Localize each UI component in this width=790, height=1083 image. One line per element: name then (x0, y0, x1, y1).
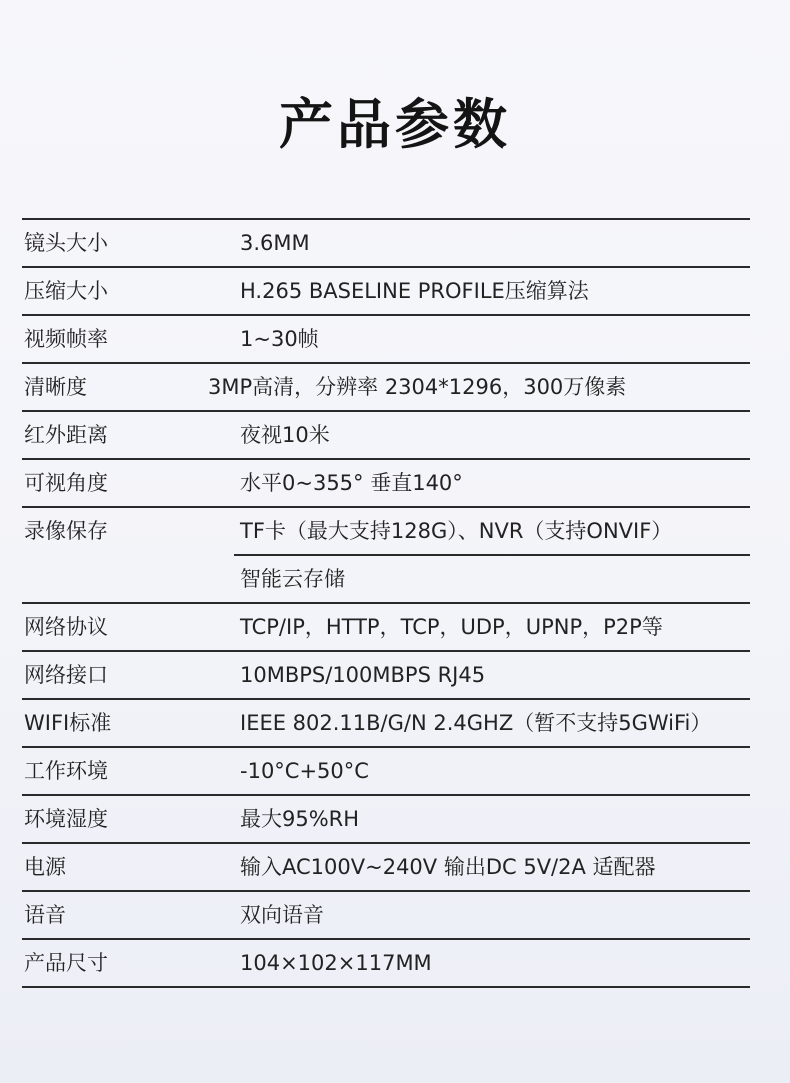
spec-value: H.265 BASELINE PROFILE压缩算法 (240, 279, 589, 303)
spec-row-wifi (22, 700, 750, 748)
spec-row-network-port (22, 652, 750, 700)
spec-label: 镜头大小 (24, 231, 108, 255)
spec-row-resolution (22, 364, 750, 412)
spec-label: WIFI标准 (24, 711, 112, 735)
spec-value: 3MP高清，分辨率 2304*1296，300万像素 (208, 375, 627, 399)
spec-row-frame-rate (22, 316, 750, 364)
page-title: 产品参数 (279, 93, 511, 156)
spec-value: 104×102×117MM (240, 951, 432, 975)
spec-label: 红外距离 (24, 423, 108, 447)
spec-value: 夜视10米 (240, 423, 330, 447)
spec-table (22, 218, 750, 988)
spec-label: 产品尺寸 (24, 951, 108, 975)
spec-label: 可视角度 (24, 471, 108, 495)
spec-label: 网络接口 (24, 663, 108, 687)
spec-value: -10°C+50°C (240, 759, 369, 783)
spec-label: 压缩大小 (24, 279, 108, 303)
spec-value: 1~30帧 (240, 327, 319, 351)
spec-row-humidity (22, 796, 750, 844)
spec-label: 清晰度 (24, 375, 87, 399)
spec-label: 语音 (24, 903, 66, 927)
spec-label: 环境湿度 (24, 807, 108, 831)
spec-row-audio (22, 892, 750, 940)
spec-value: TF卡（最大支持128G）、NVR（支持ONVIF） (240, 519, 673, 543)
spec-row-power (22, 844, 750, 892)
spec-row-protocol (22, 604, 750, 652)
spec-label: 录像保存 (24, 519, 108, 543)
spec-value: TCP/IP，HTTP，TCP，UDP，UPNP，P2P等 (240, 615, 663, 639)
spec-value-secondary: 智能云存储 (240, 567, 345, 591)
spec-row-recording (22, 508, 750, 604)
spec-label: 网络协议 (24, 615, 108, 639)
spec-row-lens (22, 220, 750, 268)
spec-row-ir-distance (22, 412, 750, 460)
spec-row-operating-temp (22, 748, 750, 796)
spec-row-compression (22, 268, 750, 316)
spec-label: 电源 (24, 855, 66, 879)
spec-value: 3.6MM (240, 231, 310, 255)
spec-value: 最大95%RH (240, 807, 360, 831)
spec-value: 双向语音 (240, 903, 324, 927)
spec-row-view-angle (22, 460, 750, 508)
spec-row-dimensions (22, 940, 750, 988)
spec-value: 10MBPS/100MBPS RJ45 (240, 663, 486, 687)
spec-label: 视频帧率 (24, 327, 108, 351)
spec-label: 工作环境 (24, 759, 108, 783)
spec-value: IEEE 802.11B/G/N 2.4GHZ（暂不支持5GWiFi） (240, 711, 712, 735)
spec-value: 输入AC100V~240V 输出DC 5V/2A 适配器 (240, 855, 656, 879)
spec-value: 水平0~355° 垂直140° (240, 471, 463, 495)
